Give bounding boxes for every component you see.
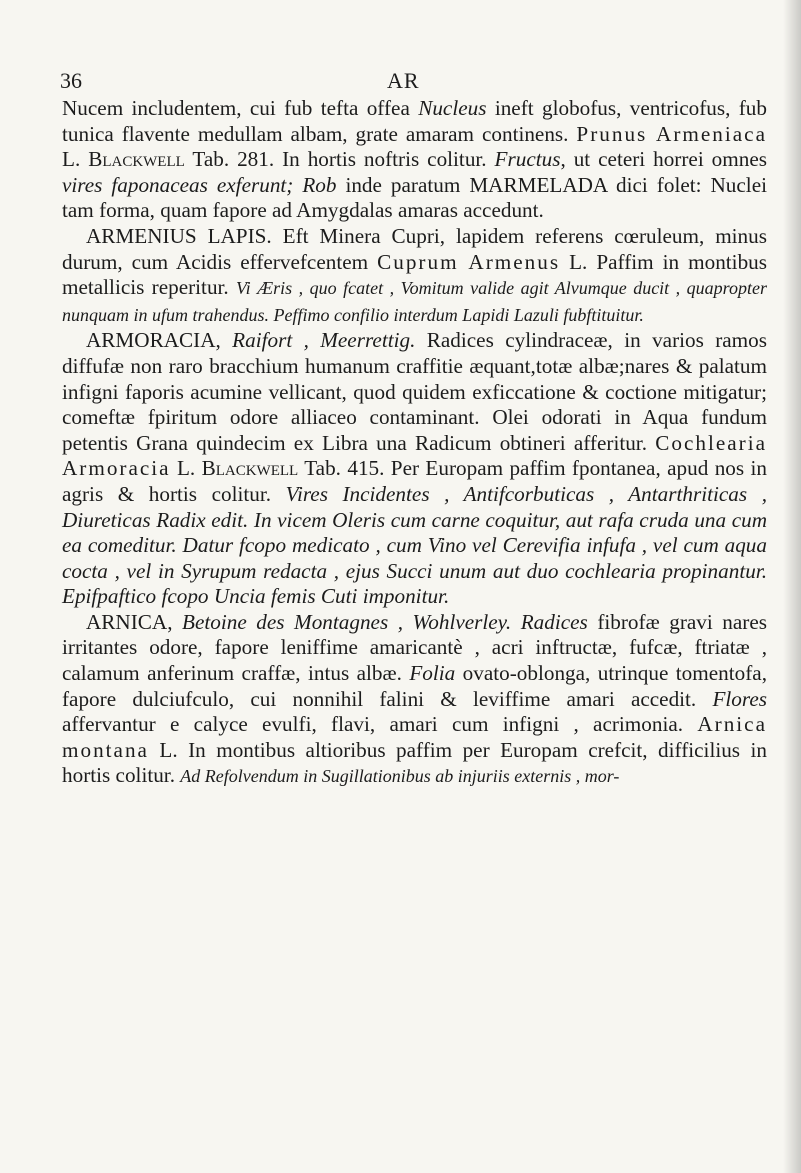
body-text [62, 96, 767, 790]
paragraph-armoracia: ARMORACIA, Raifort , Meerrettig. Radices cylindraceæ, in varios ramos diffufæ non raro bracchium humanum craffitie æquant,totæ albæ;nares & palatum infigni faporis acumine vellicant, quod quidem exficcatione & coctione mitigatur; comeftæ fpiritum odore alliaceo contaminant. Olei odorati in Aqua fundum petentis Grana quindecim ex Libra una Radicum obtineri afferitur. Cochlearia Armoracia L. Blackwell Tab. 415. Per Europam paffim fpontanea, apud nos in agris & hortis colitur. Vires Incidentes , Antifcorbuticas , Antarthriticas , Diureticas Radix edit. In vicem Oleris cum carne coquitur, aut rafa cruda una cum ea comeditur. Datur fcopo medicato , cum Vino vel Cerevifia infufa , vel cum aqua cocta , vel in Syrupum redacta , ejus Succi unum aut duo cochlearia propinantur. Epifpaftico fcopo Uncia femis Cuti imponitur. [62, 328, 768, 609]
paragraph-armenius-lapis: ARMENIUS LAPIS. Eft Minera Cupri, lapidem referens cœruleum, minus durum, cum Acidis effervefcentem Cuprum Armenus L. Paffim in montibus metallicis reperitur. Vi Æris , quo fcatet , Vomitum valide agit Alvumque ducit , quapropter nunquam in ufum trahendus. Peffimo confilio interdum Lapidi Lazuli fubftituitur. [62, 223, 767, 325]
page-edge-shadow [783, 0, 801, 1173]
running-head: AR [387, 68, 420, 93]
page-number: 36 [60, 68, 82, 93]
paragraph-nucleus: Nucem includentem, cui fub tefta offea Nucleus ineft globofus, ventricofus, fub tunica flavente medullam albam, grate amaram continens. Prunus Armeniaca L. Blackwell Tab. 281. In hortis noftris colitur. Fructus, ut ceteri horrei omnes vires faponaceas exferunt; Rob inde paratum MARMELADA dici folet: Nuclei tam forma, quam fapore ad Amygdalas amaras accedunt. [62, 96, 767, 223]
page-header [60, 68, 761, 98]
paragraph-arnica: ARNICA, Betoine des Montagnes , Wohlverley. Radices fibrofæ gravi nares irritantes odore, fapore leniffime amaricantè , acri inftructæ, fufcæ, ftriatæ , calamum anferinum craffæ, intus albæ. Folia ovato-oblonga, utrinque tomentofa, fapore dulciufculo, cui nonnihil falini & leviffime amari accedit. Flores affervantur e calyce evulfi, flavi, amari cum infigni , acrimonia. Arnica montana L. In montibus altioribus paffim per Europam crefcit, difficilius in hortis colitur. Ad Refolvendum in Sugillationibus ab injuriis externis , mor- [62, 609, 767, 788]
